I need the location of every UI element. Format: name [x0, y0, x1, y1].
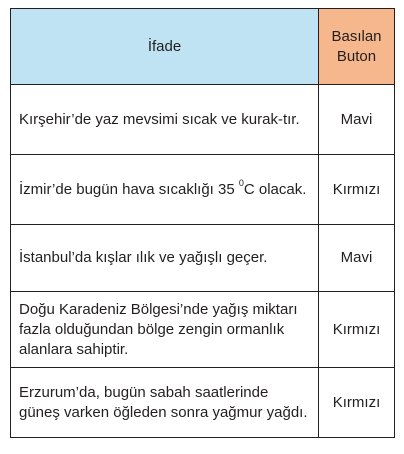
statement-text: Erzurum’da, bugün sabah saatlerinde güneş varken öğleden sonra yağmur yağdı.	[19, 383, 308, 421]
button-cell	[319, 368, 395, 438]
header-button-line1: Basılan	[331, 27, 382, 45]
header-statement	[11, 9, 319, 85]
header-button	[319, 9, 395, 85]
statement-text: Doğu Karadeniz Bölgesi’nde yağış miktarı fazla olduğundan bölge zengin ormanlık alanlara sahiptir.	[19, 300, 298, 358]
statement-text-after: C olacak.	[243, 180, 307, 198]
statement-cell	[11, 368, 319, 438]
button-cell	[319, 225, 395, 292]
button-cell	[319, 292, 395, 368]
table-header-row	[11, 9, 395, 85]
button-cell	[319, 155, 395, 225]
table-row	[11, 155, 395, 225]
button-value: Mavi	[340, 249, 373, 266]
header-statement-label: İfade	[147, 37, 182, 55]
statement-cell	[11, 85, 319, 155]
table-row	[11, 368, 395, 438]
statement-text: Kırşehir’de yaz mevsimi sıcak ve kurak-tır.	[19, 110, 300, 128]
statement-cell	[11, 155, 319, 225]
button-value: Kırmızı	[332, 180, 381, 198]
table-row	[11, 85, 395, 155]
button-value: Kırmızı	[332, 320, 381, 338]
statement-text: İstanbul’da kışlar ılık ve yağışlı geçer.	[19, 249, 268, 266]
statement-text-before: İzmir’de bugün hava sıcaklığı 35	[19, 180, 239, 198]
header-button-line2: Buton	[336, 47, 377, 65]
table-row	[11, 225, 395, 292]
statement-superscript: 0	[238, 177, 244, 188]
statement-cell	[11, 292, 319, 368]
button-value: Kırmızı	[332, 393, 381, 411]
button-value: Mavi	[340, 110, 373, 128]
statement-table	[10, 8, 395, 438]
button-cell	[319, 85, 395, 155]
table-row	[11, 292, 395, 368]
statement-cell	[11, 225, 319, 292]
